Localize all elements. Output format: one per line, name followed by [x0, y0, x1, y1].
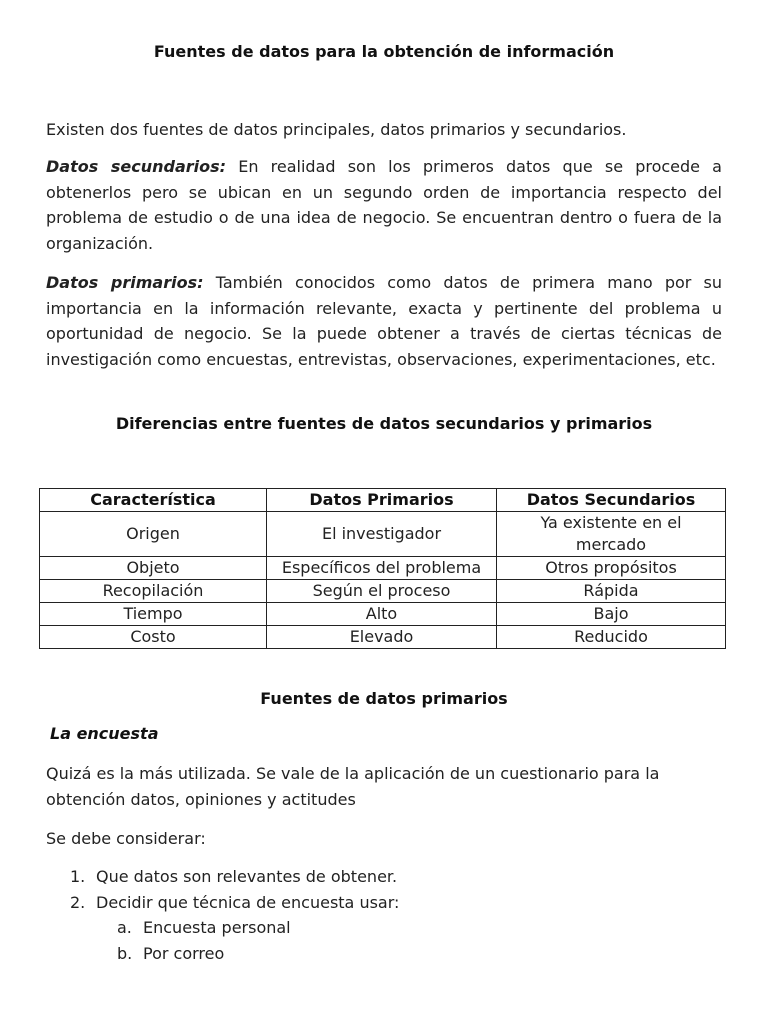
intro-paragraph: Existen dos fuentes de datos principales, datos primarios y secundarios. — [46, 120, 627, 139]
table-cell: Según el proceso — [267, 580, 497, 603]
list-letter: a. — [117, 918, 132, 937]
list-item — [117, 915, 399, 941]
table-header-row — [40, 489, 726, 512]
secundarios-text: En realidad son los primeros datos que se procede a obtenerlos pero se ubican en un segundo orden de importancia respecto del problema de estudio o de una idea de negocio. Se encuentran dentro o fuera de la organización. — [46, 157, 722, 253]
fuentes-primarios-title: Fuentes de datos primarios — [260, 689, 508, 708]
table-cell: Tiempo — [40, 603, 267, 626]
header-caracteristica: Característica — [40, 489, 267, 512]
list-number: 1. — [70, 867, 86, 886]
table-cell: Rápida — [497, 580, 726, 603]
header-datos-secundarios: Datos Secundarios — [497, 489, 726, 512]
list-number: 2. — [70, 892, 86, 912]
document-title: Fuentes de datos para la obtención de información — [153, 42, 615, 61]
table-row — [40, 512, 726, 557]
table-row — [40, 603, 726, 626]
list-text: Por correo — [143, 943, 225, 963]
secundarios-label: Datos secundarios: — [46, 157, 227, 176]
table-row — [40, 580, 726, 603]
table-cell: Alto — [267, 603, 497, 626]
differences-title: Diferencias entre fuentes de datos secundarios y primarios — [115, 414, 653, 433]
list-item — [117, 941, 399, 967]
table-cell: Recopilación — [40, 580, 267, 603]
table-cell: Otros propósitos — [497, 557, 726, 580]
table-cell: El investigador — [267, 512, 497, 557]
table-row — [40, 626, 726, 649]
list-item — [70, 864, 399, 890]
primarios-text: También conocidos como datos de primera mano por su importancia en la información relevante, exacta y pertinente del problema u oportunidad de negocio. Se la puede obtener a través de ciertas técnicas de investigación como encuestas, entrevistas, observaciones, experimentaciones, etc. — [46, 273, 723, 369]
substeps-list — [70, 915, 399, 966]
table-cell: Elevado — [267, 626, 497, 649]
primarios-paragraph — [46, 270, 722, 372]
table-cell: Específicos del problema — [267, 557, 497, 580]
primarios-label: Datos primarios: — [46, 273, 204, 292]
list-text: Encuesta personal — [143, 918, 291, 937]
list-text: Que datos son relevantes de obtener. — [96, 867, 398, 886]
differences-table — [39, 488, 726, 649]
encuesta-paragraph: Quizá es la más utilizada. Se vale de la aplicación de un cuestionario para la obtención datos, opiniones y actitudes — [46, 764, 660, 809]
list-text: Decidir que técnica de encuesta usar: — [96, 892, 400, 912]
table-cell: Objeto — [40, 557, 267, 580]
table-cell: Ya existente en el mercado — [497, 512, 726, 557]
encuesta-heading: La encuesta — [50, 724, 159, 743]
list-letter: b. — [117, 943, 133, 963]
secundarios-paragraph — [46, 154, 722, 256]
table-row — [40, 557, 726, 580]
table-cell: Reducido — [497, 626, 726, 649]
consider-paragraph: Se debe considerar: — [46, 829, 206, 848]
table-cell: Costo — [40, 626, 267, 649]
steps-list — [70, 864, 399, 966]
table-cell: Bajo — [497, 603, 726, 626]
header-datos-primarios: Datos Primarios — [267, 489, 497, 512]
table-cell: Origen — [40, 512, 267, 557]
list-item — [70, 890, 399, 967]
